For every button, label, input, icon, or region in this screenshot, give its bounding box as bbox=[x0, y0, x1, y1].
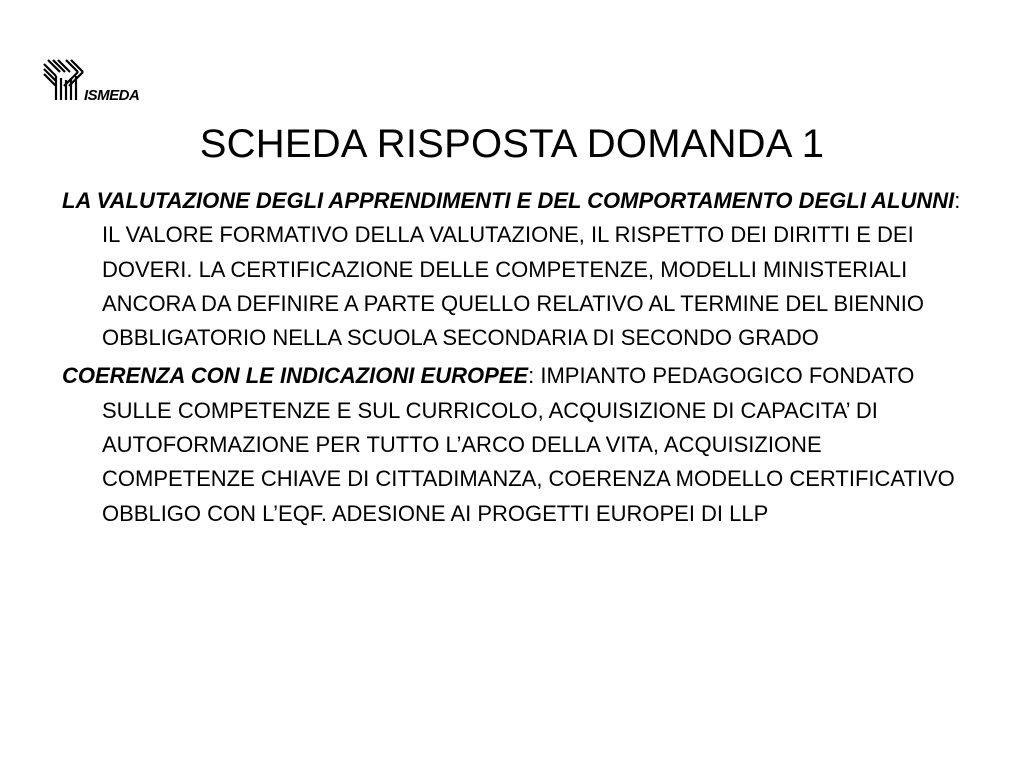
paragraph-lead: LA VALUTAZIONE DEGLI APPRENDIMENTI E DEL COMPORTAMENTO DEGLI ALUNNI bbox=[62, 188, 955, 213]
slide-body bbox=[62, 184, 962, 535]
isfol-stripes-logo-icon bbox=[42, 58, 166, 104]
isfol-logo bbox=[42, 58, 166, 104]
paragraph-text: : IL VALORE FORMATIVO DELLA VALUTAZIONE, IL RISPETTO DEI DIRITTI E DEI DOVERI. LA CERTIFICAZIONE DELLE COMPETENZE, MODELLI MINISTERIALI ANCORA DA DEFINIRE A PARTE QUELLO RELATIVO AL TERMINE DEL BIENNIO OBBLIGATORIO NELLA SCUOLA SECONDARIA DI SECONDO GRADO bbox=[102, 188, 961, 351]
svg-text:ISMEDA: ISMEDA bbox=[84, 87, 140, 104]
slide-title: SCHEDA RISPOSTA DOMANDA 1 bbox=[199, 122, 825, 166]
paragraph-text: : IMPIANTO PEDAGOGICO FONDATO SULLE COMPETENZE E SUL CURRICOLO, ACQUISIZIONE DI CAPACITA’ DI AUTOFORMAZIONE PER TUTTO L’ARCO DELLA VITA, ACQUISIZIONE COMPETENZE CHIAVE DI CITTADIMANZA, COERENZA MODELLO CERTIFICATIVO OBBLIGO CON L’EQF. ADESIONE AI PROGETTI EUROPEI DI LLP bbox=[102, 363, 955, 526]
paragraph-lead: COERENZA CON LE INDICAZIONI EUROPEE bbox=[62, 363, 529, 389]
paragraph-valutazione bbox=[62, 184, 962, 355]
paragraph-coerenza bbox=[62, 359, 962, 530]
